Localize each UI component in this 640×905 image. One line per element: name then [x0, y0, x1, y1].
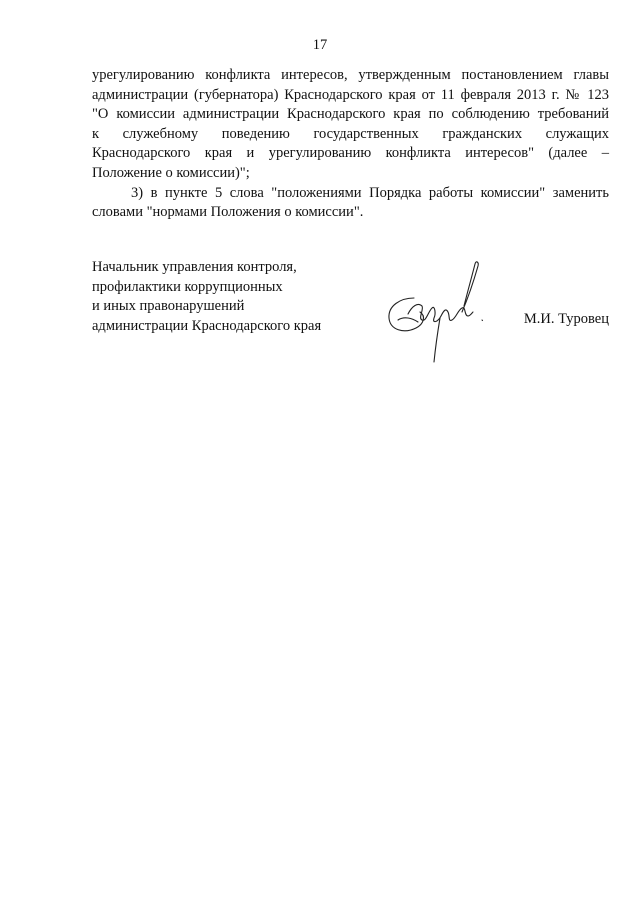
document-body	[92, 66, 609, 223]
paragraph-line: Положение о комиссии)";	[92, 164, 250, 181]
handwritten-signature	[378, 258, 490, 368]
paragraph-line: "О комиссии администрации Краснодарского края по соблюдению требований	[92, 106, 609, 123]
signer-name: М.И. Туровец	[523, 311, 609, 327]
paragraph-line: Краснодарского края и урегулированию конфликта интересов" (далее –	[92, 145, 609, 162]
paragraph-line: администрации (губернатора) Краснодарского края от 11 февраля 2013 г. № 123	[92, 86, 609, 103]
signer-position-line: администрации Краснодарского края	[92, 317, 322, 334]
signer-position-line: Начальник управления контроля,	[92, 259, 297, 275]
page-number: 17	[312, 37, 328, 53]
paragraph-line: к служебному поведению государственных гражданских служащих	[92, 125, 609, 142]
signer-position	[92, 258, 321, 336]
signer-position-line: и иных правонарушений	[92, 298, 245, 315]
signer-position-line: профилактики коррупционных	[92, 278, 283, 295]
paragraph-item-3: 3) в пункте 5 слова "положениями Порядка работы комиссии" заменить словами "нормами Положения о комиссии".	[92, 184, 609, 221]
paragraph-line: урегулированию конфликта интересов, утвержденным постановлением главы	[92, 67, 609, 83]
